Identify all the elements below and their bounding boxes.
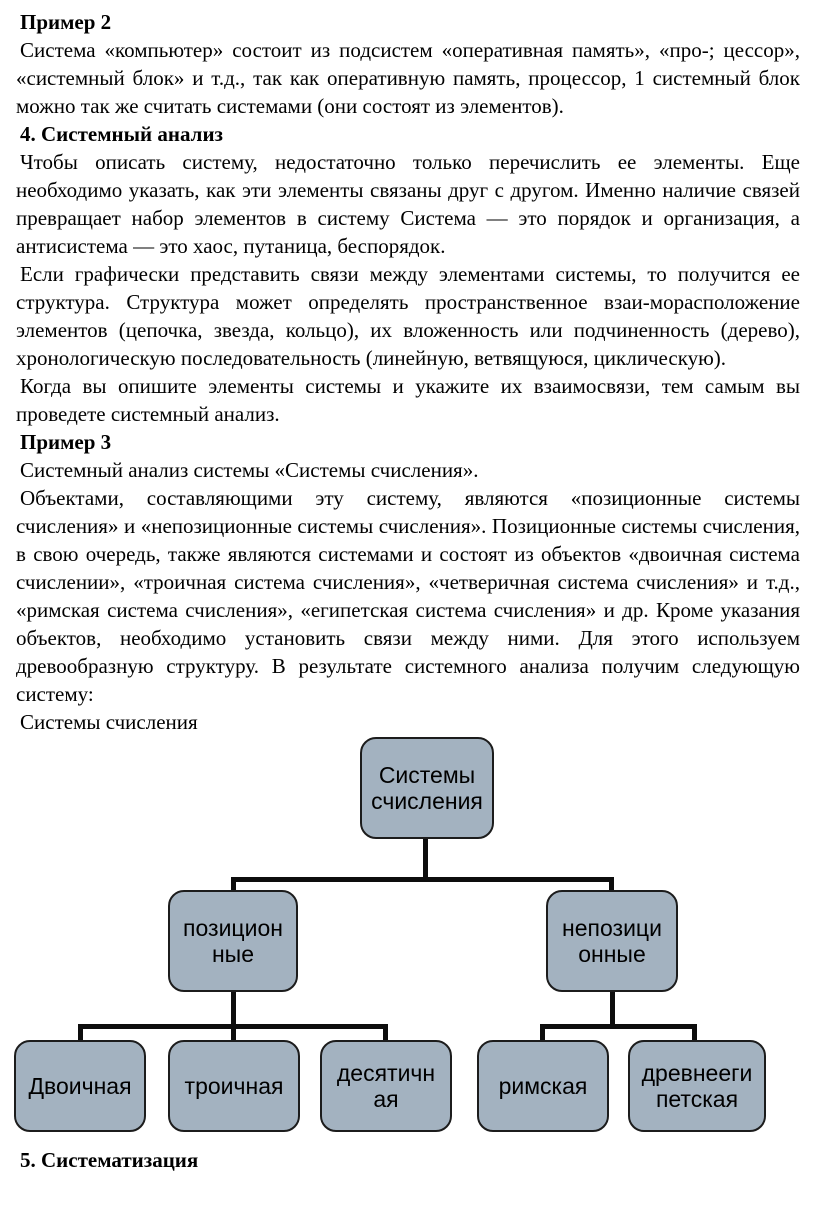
tree-connector [231, 877, 614, 882]
heading-example-3: Пример 3 [20, 430, 112, 454]
tree-node-decimal: десятичная [320, 1040, 452, 1132]
diagram-caption: Системы счисления [20, 710, 198, 734]
paragraph-conclusion: Когда вы опишите элементы системы и укажите их взаимосвязи, тем самым вы проведете системный анализ. [16, 374, 800, 426]
tree-connector [610, 992, 615, 1026]
tree-node-positional: позиционные [168, 890, 298, 992]
paragraph-number-systems-objects: Объектами, составляющими эту систему, являются «позиционные системы счисления» и «непозиционные системы счисления». Позиционные системы счисления, в свою очередь, также являются системами и состоят из объектов «двоичная система счислении», «троичная система счисления», «четверичная система счисления» и т.д., «римская система счисления», «египетская система счисления» и др. Кроме указания объектов, необходимо установить связи между ними. Для этого используем древообразную структуру. В результате системного анализа получим следующую систему: [16, 486, 800, 706]
tree-connector [231, 992, 236, 1026]
paragraph-number-systems-intro: Системный анализ системы «Системы счисления». [20, 458, 479, 482]
paragraph-describe-system: Чтобы описать систему, недостаточно только перечислить ее элементы. Еще необходимо указать, как эти элементы связаны друг с другом. Именно наличие связей превращает набор элементов в систему Система — это порядок и организация, а антисистема — это хаос, путаница, беспорядок. [16, 150, 800, 258]
tree-node-root: Системы счисления [360, 737, 494, 839]
heading-systematization: 5. Систематизация [20, 1148, 199, 1172]
tree-node-roman: римская [477, 1040, 609, 1132]
tree-node-binary: Двоичная [14, 1040, 146, 1132]
heading-system-analysis: 4. Системный анализ [20, 122, 223, 146]
number-systems-tree-diagram [0, 736, 816, 1134]
tree-connector [423, 839, 428, 879]
paragraph-computer-system: Система «компьютер» состоит из подсистем «оперативная память», «про-; цессор», «системный блок» и т.д., так как оперативную память, процессор, 1 системный блок можно так же считать системами (они состоят из элементов). [16, 38, 800, 118]
tree-connector [540, 1024, 697, 1029]
tree-node-ternary: троичная [168, 1040, 300, 1132]
paragraph-structure: Если графически представить связи между элементами системы, то получится ее структура. Структура может определять пространственное взаи-морасположение элементов (цепочка, звезда, кольцо), их вложенность или подчиненность (дерево), хронологическую последовательность (линейную, ветвящуюся, циклическую). [16, 262, 800, 370]
heading-example-2: Пример 2 [20, 10, 112, 34]
tree-node-nonpositional: непозиционные [546, 890, 678, 992]
tree-node-ancient-egyptian: древнеегипетская [628, 1040, 766, 1132]
